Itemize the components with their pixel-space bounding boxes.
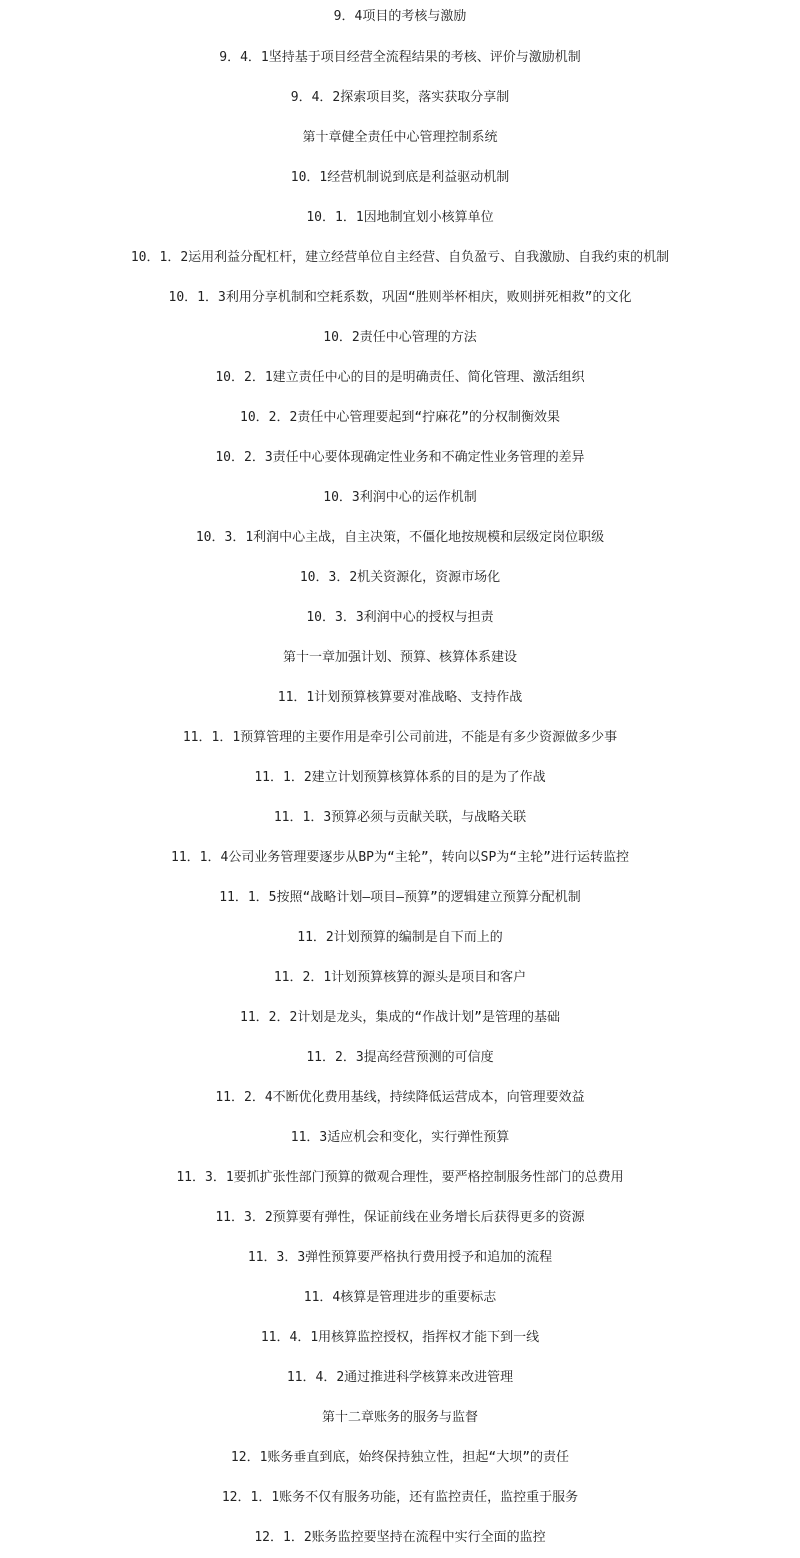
toc-line: 10．2责任中心管理的方法 — [323, 330, 477, 345]
toc-line: 12．1．1账务不仅有服务功能，还有监控责任，监控重于服务 — [221, 1490, 579, 1505]
toc-line: 11．1．3预算必须与贡献关联，与战略关联 — [273, 810, 527, 825]
toc-line: 11．3．1要抓扩张性部门预算的微观合理性，要严格控制服务性部门的总费用 — [176, 1170, 624, 1185]
toc-line: 11．4．2通过推进科学核算来改进管理 — [286, 1370, 514, 1385]
toc-line: 11．3．3弹性预算要严格执行费用授予和追加的流程 — [247, 1250, 553, 1265]
toc-chapter-heading: 第十章健全责任中心管理控制系统 — [302, 130, 498, 145]
toc-chapter-heading: 第十一章加强计划、预算、核算体系建设 — [282, 650, 517, 665]
toc-line: 10．1．1因地制宜划小核算单位 — [306, 210, 494, 225]
toc-line: 9．4项目的考核与激励 — [333, 9, 467, 24]
toc-line: 11．2．2计划是龙头，集成的“作战计划”是管理的基础 — [240, 1010, 560, 1025]
toc-line: 10．3．3利润中心的授权与担责 — [306, 610, 494, 625]
toc-line: 10．2．2责任中心管理要起到“拧麻花”的分权制衡效果 — [240, 410, 560, 425]
toc-line: 10．1经营机制说到底是利益驱动机制 — [290, 170, 510, 185]
toc-line: 10．1．2运用利益分配杠杆，建立经营单位自主经营、自负盈亏、自我激励、自我约束的机制 — [130, 250, 670, 265]
toc-line: 10．3．1利润中心主战，自主决策，不僵化地按规模和层级定岗位职级 — [195, 530, 605, 545]
toc-line: 11．1．1预算管理的主要作用是牵引公司前进，不能是有多少资源做多少事 — [182, 730, 618, 745]
toc-line: 12．1．2账务监控要坚持在流程中实行全面的监控 — [254, 1530, 546, 1545]
toc-line: 11．1．2建立计划预算核算体系的目的是为了作战 — [254, 770, 546, 785]
toc-line: 11．1计划预算核算要对准战略、支持作战 — [277, 690, 523, 705]
toc-line: 11．4．1用核算监控授权，指挥权才能下到一线 — [260, 1330, 540, 1345]
toc-chapter-heading: 第十二章账务的服务与监督 — [321, 1410, 478, 1425]
toc-line: 11．2．1计划预算核算的源头是项目和客户 — [273, 970, 527, 985]
toc-line: 10．3．2机关资源化，资源市场化 — [299, 570, 501, 585]
toc-line: 11．1．5按照“战略计划—项目—预算”的逻辑建立预算分配机制 — [219, 890, 581, 905]
toc-line: 11．2．3提高经营预测的可信度 — [306, 1050, 494, 1065]
toc-line: 11．3．2预算要有弹性，保证前线在业务增长后获得更多的资源 — [215, 1210, 585, 1225]
toc-line: 9．4．1坚持基于项目经营全流程结果的考核、评价与激励机制 — [219, 50, 581, 65]
toc-line: 11．2计划预算的编制是自下而上的 — [297, 930, 503, 945]
toc-line: 10．1．3利用分享机制和空耗系数，巩固“胜则举杯相庆，败则拼死相救”的文化 — [168, 290, 632, 305]
toc-line: 11．4核算是管理进步的重要标志 — [303, 1290, 497, 1305]
toc-line: 11．2．4不断优化费用基线，持续降低运营成本，向管理要效益 — [215, 1090, 585, 1105]
toc-line: 10．2．1建立责任中心的目的是明确责任、简化管理、激活组织 — [215, 370, 585, 385]
toc-line: 12．1账务垂直到底，始终保持独立性，担起“大坝”的责任 — [230, 1450, 570, 1465]
toc-line: 10．2．3责任中心要体现确定性业务和不确定性业务管理的差异 — [215, 450, 585, 465]
toc-line: 11．1．4公司业务管理要逐步从BP为“主轮”，转向以SP为“主轮”进行运转监控 — [171, 850, 629, 865]
toc-line: 11．3适应机会和变化，实行弹性预算 — [290, 1130, 510, 1145]
toc-line: 10．3利润中心的运作机制 — [323, 490, 477, 505]
toc-line: 9．4．2探索项目奖，落实获取分享制 — [290, 90, 510, 105]
